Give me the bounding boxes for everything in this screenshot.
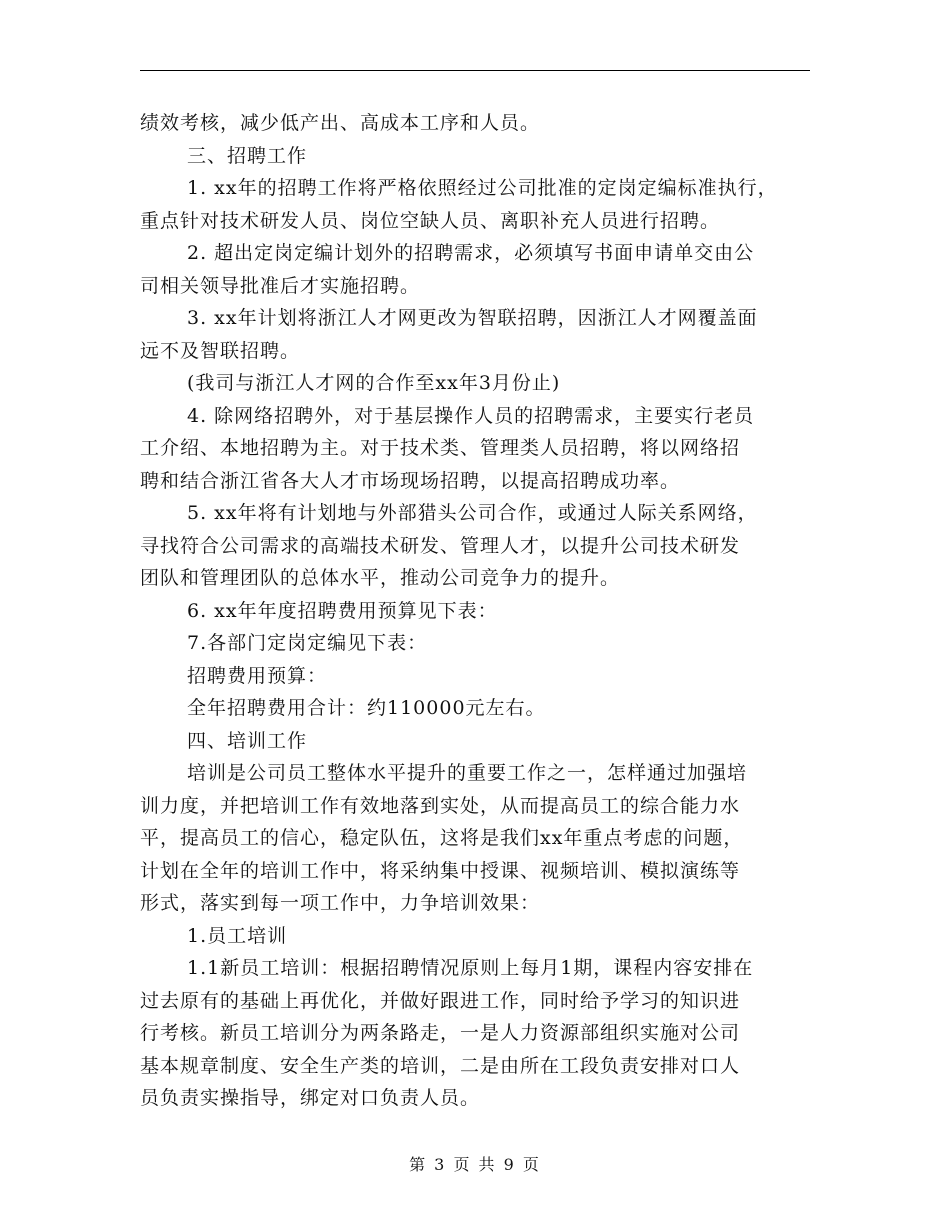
text-line: 4. 除网络招聘外，对于基层操作人员的招聘需求，主要实行老员 xyxy=(187,404,755,427)
text-line: 团队和管理团队的总体水平，推动公司竞争力的提升。 xyxy=(140,567,621,589)
text-line: 远不及智联招聘。 xyxy=(140,339,301,362)
section-heading-recruitment: 三、招聘工作 xyxy=(187,144,308,167)
text-line: 计划在全年的培训工作中，将采纳集中授课、视频培训、模拟演练等 xyxy=(140,859,741,882)
text-line: 7.各部门定岗定编见下表： xyxy=(187,632,428,654)
text-line: 培训是公司员工整体水平提升的重要工作之一，怎样通过加强培 xyxy=(187,762,748,784)
text-line: 平，提高员工的信心，稳定队伍，这将是我们xx年重点考虑的问题， xyxy=(140,827,744,849)
text-line: 基本规章制度、安全生产类的培训，二是由所在工段负责安排对口人 xyxy=(140,1054,741,1077)
text-line: 重点针对技术研发人员、岗位空缺人员、离职补充人员进行招聘。 xyxy=(140,209,721,232)
text-line: 聘和结合浙江省各大人才市场现场招聘，以提高招聘成功率。 xyxy=(140,469,681,492)
text-line: 训力度，并把培训工作有效地落到实处，从而提高员工的综合能力水 xyxy=(140,794,741,817)
text-line: 行考核。新员工培训分为两条路走，一是人力资源部组织实施对公司 xyxy=(140,1022,741,1044)
text-line: 寻找符合公司需求的高端技术研发、管理人才，以提升公司技术研发 xyxy=(140,534,741,557)
header-rule xyxy=(140,70,810,71)
document-body xyxy=(140,107,820,1115)
text-line: 5. xx年将有计划地与外部猎头公司合作，或通过人际关系网络， xyxy=(187,502,758,524)
text-line: 3. xx年计划将浙江人才网更改为智联招聘，因浙江人才网覆盖面 xyxy=(187,307,758,329)
text-line: 员负责实操指导，绑定对口负责人员。 xyxy=(140,1087,481,1109)
text-line: 形式，落实到每一项工作中，力争培训效果： xyxy=(140,892,541,914)
subheading-employee-training: 1.员工培训 xyxy=(187,924,288,947)
text-line: 招聘费用预算： xyxy=(187,664,328,687)
text-line: 1. xx年的招聘工作将严格依照经过公司批准的定岗定编标准执行， xyxy=(187,177,778,199)
text-line: 工介绍、本地招聘为主。对于技术类、管理类人员招聘，将以网络招 xyxy=(140,437,741,459)
section-heading-training: 四、培训工作 xyxy=(187,729,308,752)
text-line: 司相关领导批准后才实施招聘。 xyxy=(140,274,421,297)
text-line: 1.1新员工培训：根据招聘情况原则上每月1期，课程内容安排在 xyxy=(187,957,754,979)
text-line: (我司与浙江人才网的合作至xx年3月份止) xyxy=(187,372,561,394)
page-number: 第 3 页 共 9 页 xyxy=(409,1155,541,1174)
text-line: 全年招聘费用合计：约110000元左右。 xyxy=(187,697,546,719)
text-line: 过去原有的基础上再优化，并做好跟进工作，同时给予学习的知识进 xyxy=(140,989,741,1012)
text-line: 2. 超出定岗定编计划外的招聘需求，必须填写书面申请单交由公 xyxy=(187,242,755,264)
text-line: 绩效考核，减少低产出、高成本工序和人员。 xyxy=(140,112,541,134)
text-line: 6. xx年年度招聘费用预算见下表： xyxy=(187,599,498,622)
